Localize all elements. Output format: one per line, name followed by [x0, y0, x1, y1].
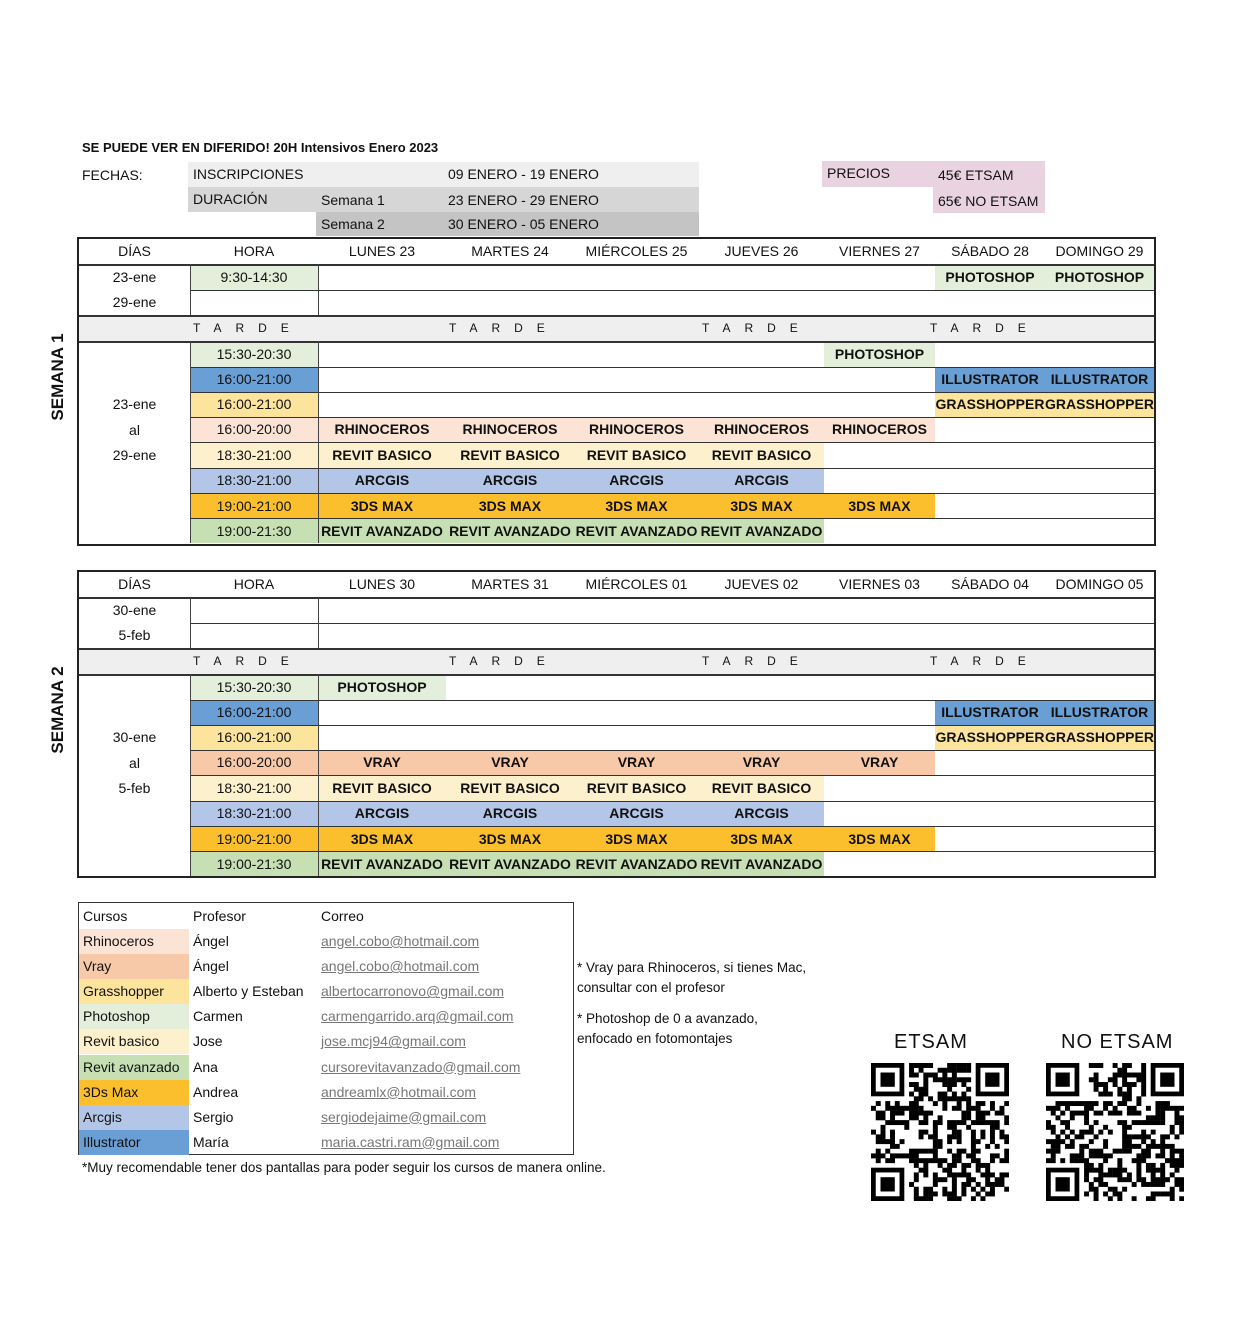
week2-vline: [190, 674, 191, 876]
week2-course-max3ds[interactable]: 3DS MAX: [318, 827, 446, 852]
week1-morning-time: 9:30-14:30: [220, 269, 288, 285]
week1-course-rhinoceros[interactable]: RHINOCEROS: [824, 417, 935, 443]
week2-course-max3ds[interactable]: 3DS MAX: [699, 827, 824, 852]
week2-afternoon-date-0: 30-ene: [112, 729, 157, 745]
week2-header-8: DOMINGO 05: [1055, 576, 1144, 592]
week1-hline: [190, 392, 1154, 393]
week2-course-arcgis[interactable]: ARCGIS: [574, 801, 699, 827]
week1-time-cell: 16:00-20:00: [190, 417, 318, 443]
inscripciones-row: [188, 162, 699, 187]
legend-row: [79, 954, 573, 979]
week2-course-revit_avanzado[interactable]: REVIT AVANZADO: [699, 852, 824, 877]
week1-hline: [79, 264, 1154, 266]
week2-course-vray[interactable]: VRAY: [574, 750, 699, 776]
legend-email-link[interactable]: albertocarronovo@gmail.com: [321, 983, 505, 1000]
legend-teacher: Carmen: [193, 1008, 243, 1025]
week2-time-cell: 18:30-21:00: [190, 801, 318, 827]
week1-course-revit_avanzado[interactable]: REVIT AVANZADO: [699, 519, 824, 544]
week2-course-grasshopper[interactable]: GRASSHOPPER: [935, 725, 1045, 750]
week2-course-vray[interactable]: VRAY: [318, 750, 446, 776]
precios-label-cell: [822, 161, 934, 187]
legend-header-row: [79, 904, 573, 929]
week2-course-revit_avanzado[interactable]: REVIT AVANZADO: [318, 852, 446, 877]
week2-header-6: VIERNES 03: [839, 576, 920, 592]
week1-course-arcgis[interactable]: ARCGIS: [318, 468, 446, 494]
legend-row: [79, 1004, 573, 1029]
legend-header-2: Correo: [321, 908, 364, 924]
semana1-value: 23 ENERO - 29 ENERO: [448, 192, 599, 208]
week1-time-cell: 18:30-21:00: [190, 443, 318, 469]
week1-vline: [190, 264, 191, 315]
week2-tarde-label: TARDE: [702, 654, 812, 668]
week1-vline: [190, 341, 191, 543]
week2-time-cell: 16:00-21:00: [190, 725, 318, 750]
week1-course-revit_basico[interactable]: REVIT BASICO: [699, 443, 824, 469]
week1-course-max3ds[interactable]: 3DS MAX: [446, 494, 574, 519]
week2-course-revit_avanzado[interactable]: REVIT AVANZADO: [574, 852, 699, 877]
precios-label: PRECIOS: [827, 165, 891, 181]
week2-hline: [190, 826, 1154, 827]
legend-email-link[interactable]: cursorevitavanzado@gmail.com: [321, 1058, 521, 1075]
week2-header-3: MARTES 31: [471, 576, 549, 592]
week2-course-vray[interactable]: VRAY: [446, 750, 574, 776]
week1-hline: [190, 442, 1154, 443]
semana2-label-vertical: SEMANA 2: [48, 666, 67, 754]
week1-hline: [190, 518, 1154, 519]
week2-afternoon-date-1: al: [129, 754, 140, 771]
legend-row: [79, 1105, 573, 1130]
legend-email-link[interactable]: andreamlx@hotmail.com: [321, 1083, 477, 1100]
week2-course-arcgis[interactable]: ARCGIS: [446, 801, 574, 827]
week2-course-revit_avanzado[interactable]: REVIT AVANZADO: [446, 852, 574, 877]
legend-course-name: Illustrator: [83, 1133, 141, 1150]
week1-tarde-label: TARDE: [702, 321, 812, 335]
week2-course-illustrator[interactable]: ILLUSTRATOR: [1045, 700, 1154, 725]
week2-header-2: LUNES 30: [348, 576, 416, 592]
schedule-week2: [77, 570, 1156, 878]
fechas-label: FECHAS:: [82, 167, 143, 183]
week2-vline: [318, 597, 319, 648]
week2-course-illustrator[interactable]: ILLUSTRATOR: [935, 700, 1045, 725]
week1-course-illustrator[interactable]: ILLUSTRATOR: [935, 367, 1045, 392]
week1-header-6: VIERNES 27: [839, 243, 920, 259]
week2-vline: [190, 597, 191, 648]
week1-morning-date-start: 23-ene: [112, 269, 157, 285]
week1-course-revit_basico[interactable]: REVIT BASICO: [574, 443, 699, 469]
week2-time-cell: 19:00-21:30: [190, 852, 318, 877]
week2-morning-date-end: 5-feb: [118, 627, 151, 643]
week1-header-5: JUEVES 26: [724, 243, 799, 259]
week1-header-3: MARTES 24: [471, 243, 549, 259]
week1-afternoon-date-0: 23-ene: [112, 396, 157, 412]
legend-course-name: Revit basico: [83, 1033, 160, 1050]
week2-hline: [190, 801, 1154, 802]
legend-email-link[interactable]: carmengarrido.arq@gmail.com: [321, 1008, 514, 1025]
week2-tarde-label: TARDE: [193, 654, 303, 668]
week2-course-vray[interactable]: VRAY: [824, 750, 935, 776]
week1-course-grasshopper[interactable]: GRASSHOPPER: [1045, 392, 1154, 417]
week1-course-arcgis[interactable]: ARCGIS: [446, 468, 574, 494]
week2-hline: [190, 851, 1154, 852]
week1-header-7: SÁBADO 28: [951, 243, 1029, 259]
legend-row: [79, 979, 573, 1004]
legend-email-link[interactable]: sergiodejaime@gmail.com: [321, 1108, 487, 1125]
week1-course-rhinoceros[interactable]: RHINOCEROS: [699, 417, 824, 443]
legend-email-link[interactable]: maria.castri.ram@gmail.com: [321, 1133, 500, 1150]
week2-tarde-label: TARDE: [930, 654, 1040, 668]
week2-course-revit_basico[interactable]: REVIT BASICO: [574, 776, 699, 802]
legend-email-link[interactable]: angel.cobo@hotmail.com: [321, 933, 480, 949]
week2-time-cell: 16:00-20:00: [190, 750, 318, 776]
semana2-row: [316, 212, 699, 236]
week1-hline: [190, 493, 1154, 494]
legend-teacher: Ángel: [193, 933, 229, 949]
inscripciones-label: INSCRIPCIONES: [193, 166, 304, 182]
week2-time-cell: 16:00-21:00: [190, 700, 318, 725]
legend-teacher: Andrea: [193, 1083, 239, 1100]
week2-hline: [190, 623, 1154, 624]
week2-course-arcgis[interactable]: ARCGIS: [318, 801, 446, 827]
week2-course-max3ds[interactable]: 3DS MAX: [824, 827, 935, 852]
note-photoshop: [577, 1009, 758, 1049]
week2-header-5: JUEVES 02: [724, 576, 799, 592]
week2-morning-date-start: 30-ene: [112, 602, 157, 618]
week1-time-cell: 16:00-21:00: [190, 392, 318, 417]
week2-afternoon-date-2: 5-feb: [118, 780, 151, 796]
week1-course-revit_basico[interactable]: REVIT BASICO: [446, 443, 574, 469]
week1-course-arcgis[interactable]: ARCGIS: [574, 468, 699, 494]
note-vray-line1: * Vray para Rhinoceros, si tienes Mac,: [577, 960, 807, 975]
week1-course-max3ds[interactable]: 3DS MAX: [699, 494, 824, 519]
precio-no-etsam: 65€ NO ETSAM: [938, 193, 1039, 209]
week1-course-photoshop[interactable]: PHOTOSHOP: [824, 341, 935, 367]
week2-course-revit_basico[interactable]: REVIT BASICO: [318, 776, 446, 802]
week1-hline: [79, 341, 1154, 343]
legend-teacher: María: [193, 1133, 229, 1150]
week1-course-max3ds[interactable]: 3DS MAX: [824, 494, 935, 519]
legend-email-link[interactable]: angel.cobo@hotmail.com: [321, 958, 480, 975]
week2-course-revit_basico[interactable]: REVIT BASICO: [446, 776, 574, 802]
week2-course-revit_basico[interactable]: REVIT BASICO: [699, 776, 824, 802]
legend-row: [79, 1080, 573, 1105]
week2-course-max3ds[interactable]: 3DS MAX: [574, 827, 699, 852]
legend-teacher: Ángel: [193, 958, 229, 975]
note-vray-line2: consultar con el profesor: [577, 980, 725, 995]
legend-row: [79, 1029, 573, 1054]
qr-etsam-label: ETSAM: [894, 1031, 968, 1053]
legend-course-name: 3Ds Max: [83, 1083, 139, 1100]
legend-course-name: Rhinoceros: [83, 933, 154, 949]
legend-course-name: Arcgis: [83, 1108, 122, 1125]
week2-course-max3ds[interactable]: 3DS MAX: [446, 827, 574, 852]
legend-row: [79, 929, 573, 954]
legend-header-1: Profesor: [193, 908, 246, 924]
week2-course-photoshop[interactable]: PHOTOSHOP: [318, 674, 446, 700]
week1-course-revit_basico[interactable]: REVIT BASICO: [318, 443, 446, 469]
week2-header-4: MIÉRCOLES 01: [585, 576, 688, 592]
week2-time-cell: 19:00-21:00: [190, 827, 318, 852]
week1-course-photoshop-morning[interactable]: PHOTOSHOP: [935, 264, 1045, 290]
legend-course-name: Photoshop: [83, 1008, 150, 1025]
week1-course-rhinoceros[interactable]: RHINOCEROS: [318, 417, 446, 443]
week1-hline: [190, 468, 1154, 469]
legend-row: [79, 1055, 573, 1080]
week2-header-1: HORA: [233, 576, 275, 592]
legend-row: [79, 1130, 573, 1155]
semana2-value: 30 ENERO - 05 ENERO: [448, 216, 599, 232]
legend-teacher: Jose: [193, 1033, 223, 1050]
duracion-row: [188, 187, 699, 212]
precio-etsam-cell: [933, 161, 1045, 187]
legend-course-name: Revit avanzado: [83, 1058, 180, 1075]
week2-time-cell: 15:30-20:30: [190, 674, 318, 700]
legend-teacher: Ana: [193, 1058, 218, 1075]
duracion-label: DURACIÓN: [193, 191, 268, 207]
week1-header-4: MIÉRCOLES 25: [585, 243, 688, 259]
week1-course-revit_avanzado[interactable]: REVIT AVANZADO: [318, 519, 446, 544]
week1-course-revit_avanzado[interactable]: REVIT AVANZADO: [574, 519, 699, 544]
week2-course-arcgis[interactable]: ARCGIS: [699, 801, 824, 827]
week1-course-grasshopper[interactable]: GRASSHOPPER: [935, 392, 1045, 417]
precio-etsam: 45€ ETSAM: [938, 167, 1014, 183]
note-photoshop-line1: * Photoshop de 0 a avanzado,: [577, 1011, 758, 1026]
week1-time-cell: 19:00-21:30: [190, 519, 318, 544]
week2-course-vray[interactable]: VRAY: [699, 750, 824, 776]
week1-tarde-label: TARDE: [930, 321, 1040, 335]
week2-header-7: SÁBADO 04: [951, 576, 1029, 592]
inscripciones-value: 09 ENERO - 19 ENERO: [448, 166, 599, 182]
week1-header-1: HORA: [233, 243, 275, 259]
week2-time-cell: 18:30-21:00: [190, 776, 318, 802]
week1-time-cell: 16:00-21:00: [190, 367, 318, 392]
page-title: SE PUEDE VER EN DIFERIDO! 20H Intensivos Enero 2023: [82, 140, 439, 155]
schedule-week1: [77, 237, 1156, 546]
qr-code-etsam-icon[interactable]: [871, 1063, 1009, 1201]
week1-hline: [79, 315, 1154, 317]
week1-course-revit_avanzado[interactable]: REVIT AVANZADO: [446, 519, 574, 544]
week1-afternoon-date-1: al: [129, 421, 140, 438]
semana1-label-vertical: SEMANA 1: [48, 333, 67, 421]
footer-note: *Muy recomendable tener dos pantallas para poder seguir los cursos de manera online.: [82, 1160, 606, 1175]
week1-morning-date-end: 29-ene: [112, 294, 157, 310]
note-vray: [577, 958, 806, 998]
qr-code-no-etsam-icon[interactable]: [1046, 1063, 1184, 1201]
qr-no-etsam-label: NO ETSAM: [1061, 1031, 1174, 1053]
legend-header-0: Cursos: [83, 908, 128, 924]
week1-afternoon-date-2: 29-ene: [112, 447, 157, 463]
week1-tarde-label: TARDE: [193, 321, 303, 335]
week1-course-photoshop-morning[interactable]: PHOTOSHOP: [1045, 264, 1154, 290]
week1-course-rhinoceros[interactable]: RHINOCEROS: [446, 417, 574, 443]
week1-header-8: DOMINGO 29: [1055, 243, 1144, 259]
legend-email-link[interactable]: jose.mcj94@gmail.com: [321, 1033, 466, 1050]
legend-teacher: Alberto y Esteban: [193, 983, 304, 1000]
week1-course-illustrator[interactable]: ILLUSTRATOR: [1045, 367, 1154, 392]
week1-course-rhinoceros[interactable]: RHINOCEROS: [574, 417, 699, 443]
week1-course-max3ds[interactable]: 3DS MAX: [574, 494, 699, 519]
week1-time-cell: 18:30-21:00: [190, 468, 318, 494]
week1-time-cell: 15:30-20:30: [190, 341, 318, 367]
week2-tarde-label: TARDE: [449, 654, 559, 668]
week1-course-max3ds[interactable]: 3DS MAX: [318, 494, 446, 519]
precio-no-etsam-cell: [933, 187, 1045, 213]
week1-course-arcgis[interactable]: ARCGIS: [699, 468, 824, 494]
week1-vline: [318, 264, 319, 315]
week2-course-grasshopper[interactable]: GRASSHOPPER: [1045, 725, 1154, 750]
legend-course-name: Grasshopper: [83, 983, 164, 1000]
note-photoshop-line2: enfocado en fotomontajes: [577, 1031, 733, 1046]
week2-hline: [190, 775, 1154, 776]
course-legend: [78, 902, 574, 1155]
week2-header-0: DÍAS: [118, 576, 151, 592]
semana1-label: Semana 1: [321, 192, 385, 208]
week2-hline: [190, 725, 1154, 726]
legend-course-name: Vray: [83, 958, 112, 975]
week2-hline: [79, 648, 1154, 650]
week1-tarde-label: TARDE: [449, 321, 559, 335]
week2-hline: [79, 674, 1154, 676]
semana2-label: Semana 2: [321, 216, 385, 232]
week2-hline: [79, 597, 1154, 599]
week1-hline: [190, 290, 1154, 291]
week2-hline: [190, 750, 1154, 751]
week1-header-2: LUNES 23: [348, 243, 416, 259]
week1-hline: [190, 367, 1154, 368]
week1-header-0: DÍAS: [118, 243, 151, 259]
week1-time-cell: 19:00-21:00: [190, 494, 318, 519]
legend-teacher: Sergio: [193, 1108, 234, 1125]
week1-vline: [318, 341, 319, 543]
week2-vline: [318, 674, 319, 876]
week1-hline: [190, 417, 1154, 418]
week2-hline: [190, 700, 1154, 701]
